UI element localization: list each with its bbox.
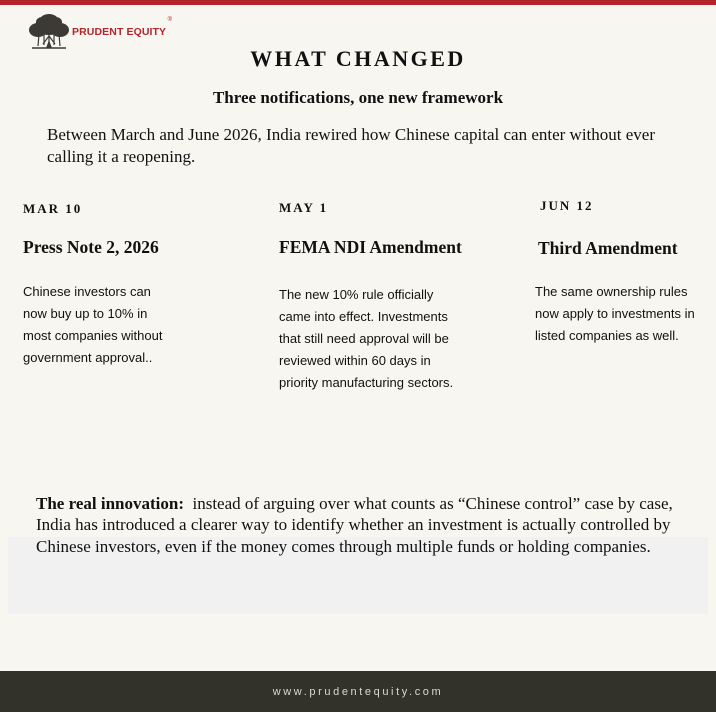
footer-bar: [0, 671, 716, 712]
brand-name: PRUDENT EQUITY ®: [72, 17, 173, 38]
registered-mark: ®: [167, 17, 173, 23]
page-title: WHAT CHANGED: [250, 46, 466, 71]
timeline-body-2: The new 10% rule officially came into effect. Investments that still need approval will be reviewed within 60 days in priority manufacturing sectors.: [279, 287, 454, 390]
timeline-title-3: Third Amendment: [538, 238, 678, 258]
innovation-paragraph: [36, 493, 696, 557]
timeline-title-2: FEMA NDI Amendment: [279, 237, 462, 257]
timeline-date-3: JUN 12: [540, 198, 594, 213]
intro-paragraph: Between March and June 2026, India rewired how Chinese capital can enter without ever calling it a reopening.: [47, 125, 656, 166]
page-subtitle: Three notifications, one new framework: [212, 88, 504, 107]
innovation-text: instead of arguing over what counts as “Chinese control” case by case, India has introduced a clearer way to identify whether an investment is actually controlled by Chinese investors, even if the money comes through multiple funds or holding companies.: [36, 494, 673, 556]
timeline-date-1: MAR 10: [23, 201, 83, 216]
timeline-title-1: Press Note 2, 2026: [23, 237, 159, 257]
top-accent-bar: [0, 0, 716, 5]
innovation-lead: The real innovation:: [36, 494, 184, 513]
website-link[interactable]: www.prudentequity.com: [272, 685, 444, 698]
timeline-date-2: MAY 1: [279, 200, 329, 215]
timeline-body-1: Chinese investors can now buy up to 10% in most companies without government approval..: [23, 284, 163, 365]
timeline-body-3: The same ownership rules now apply to investments in listed companies as well.: [535, 284, 695, 343]
